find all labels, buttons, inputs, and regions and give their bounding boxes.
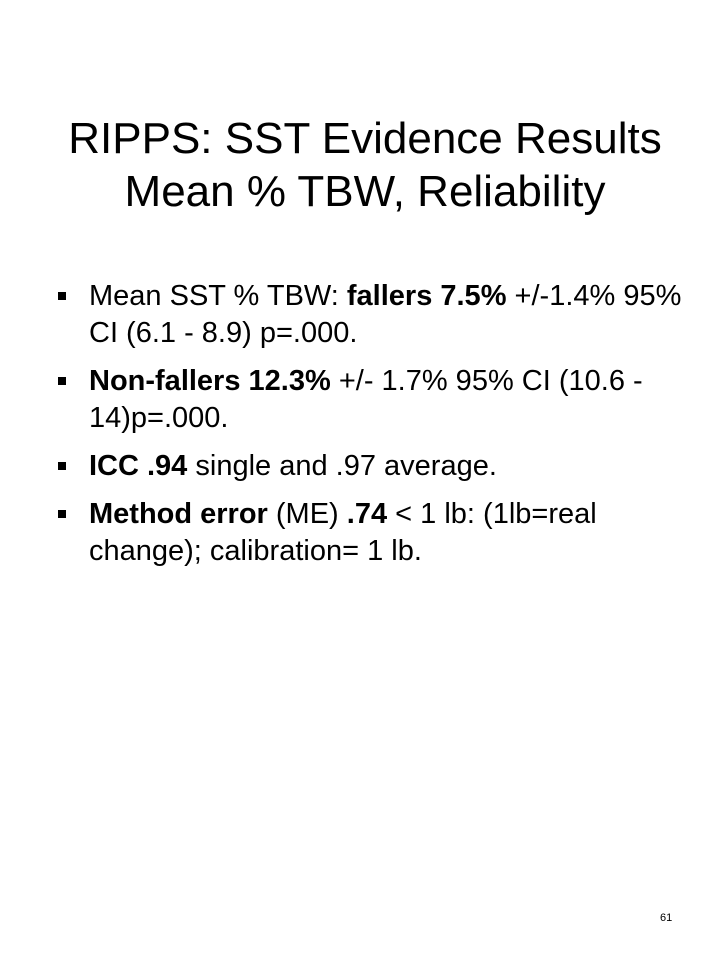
page-number: 61 bbox=[660, 912, 673, 924]
title-line-1: RIPPS: SST Evidence Results bbox=[68, 114, 662, 163]
bullet-non-fallers bbox=[58, 363, 708, 437]
square-bullet-icon bbox=[58, 377, 66, 385]
bullet-icc bbox=[58, 448, 708, 485]
slide-title bbox=[20, 112, 710, 218]
bullet-text-bold: .74 bbox=[346, 498, 388, 530]
bullet-text-part: single and .97 average. bbox=[187, 450, 497, 482]
bullet-text bbox=[89, 450, 497, 482]
square-bullet-icon bbox=[58, 292, 66, 300]
bullet-text-bold: Non-fallers 12.3% bbox=[89, 365, 331, 397]
bullet-text-part: (ME) bbox=[267, 498, 347, 530]
bullet-text bbox=[89, 365, 643, 434]
bullet-text-part: +/- 1.7% 95% CI (10.6 - 14)p=.000. bbox=[89, 365, 643, 434]
bullet-text bbox=[89, 498, 597, 567]
bullet-text-part: Mean SST % TBW: bbox=[89, 280, 347, 312]
bullet-text bbox=[89, 280, 681, 349]
bullet-text-bold: ICC .94 bbox=[89, 450, 188, 482]
square-bullet-icon bbox=[58, 462, 66, 470]
square-bullet-icon bbox=[58, 510, 66, 518]
bullet-text-bold: fallers 7.5% bbox=[346, 280, 507, 312]
title-line-2: Mean % TBW, Reliability bbox=[124, 167, 606, 216]
bullet-mean-sst bbox=[58, 278, 708, 352]
bullet-text-bold: Method error bbox=[89, 498, 268, 530]
bullet-text-part: +/-1.4% 95% CI (6.1 - 8.9) p=.000. bbox=[89, 280, 682, 349]
bullet-text-part: < 1 lb: (1lb=real change); calibration= 1 lb. bbox=[89, 498, 597, 567]
bullet-list bbox=[58, 278, 708, 581]
bullet-method-error bbox=[58, 496, 708, 570]
